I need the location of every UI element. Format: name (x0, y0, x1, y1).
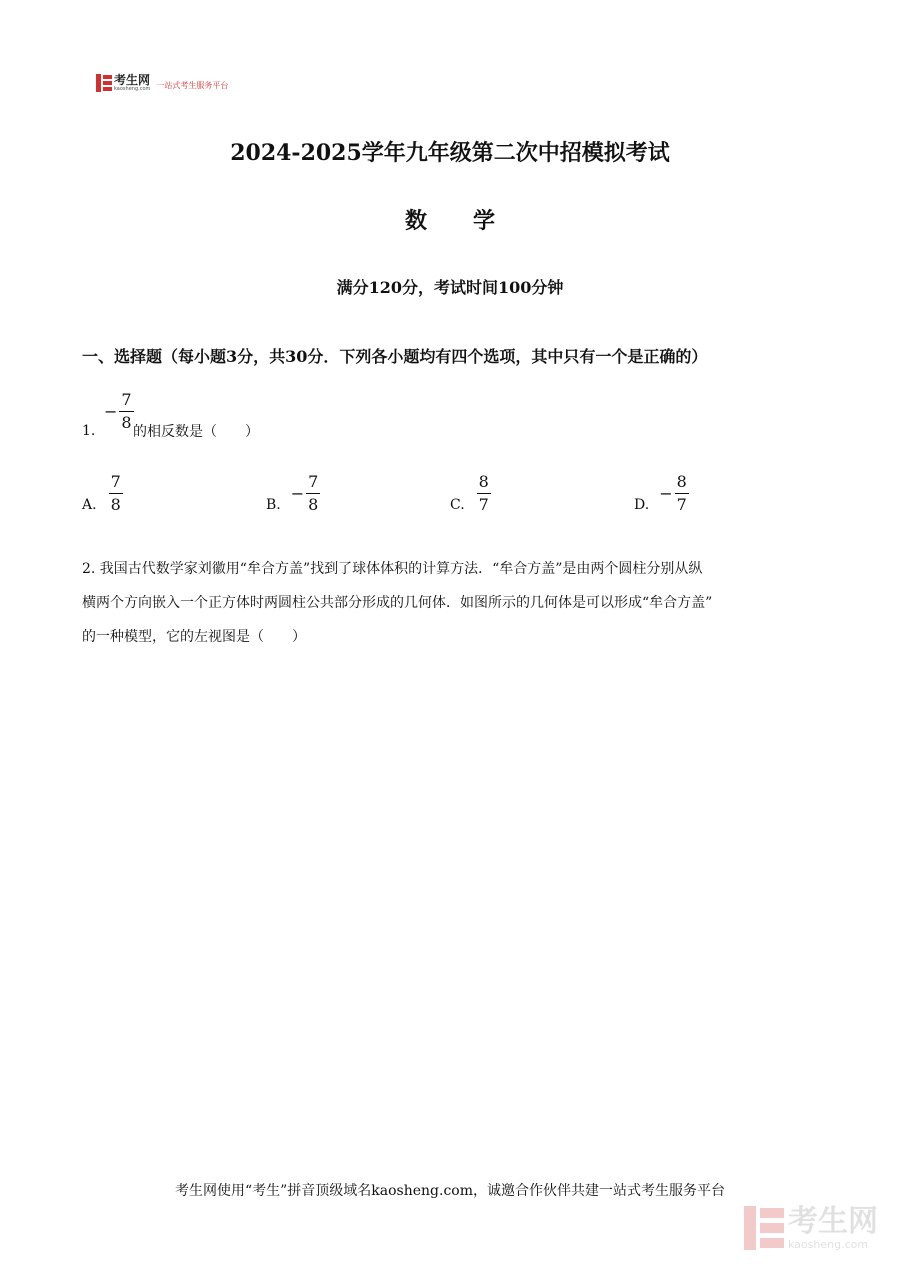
denominator: 7 (478, 495, 489, 514)
kaosheng-logo-icon (96, 74, 112, 92)
watermark-text (788, 1203, 878, 1251)
denominator: 8 (110, 495, 121, 514)
question-2-line: 的一种模型，它的左视图是（ ） (82, 629, 306, 645)
numerator: 8 (675, 474, 689, 494)
fraction (119, 392, 133, 431)
numerator: 7 (119, 392, 133, 412)
footer-text: 考生网使用“考生”拼音顶级域名kaosheng.com，诚邀合作伙伴共建一站式考生服务平台 (174, 1183, 726, 1199)
logo-domain: kaosheng.com (114, 86, 151, 92)
watermark-domain: kaosheng.com (788, 1237, 869, 1251)
denominator: 8 (121, 413, 132, 432)
fraction (109, 474, 123, 513)
logo-name: 考生网 (114, 73, 151, 87)
fraction (675, 474, 689, 513)
watermark-name: 考生网 (788, 1203, 878, 1239)
option-label: D. (634, 496, 650, 513)
numerator: 8 (477, 474, 491, 494)
denominator: 8 (308, 495, 319, 514)
header-logo (96, 72, 228, 94)
question-1-text: 的相反数是（ ） (133, 424, 259, 440)
kaosheng-watermark-icon (744, 1206, 784, 1250)
numerator: 7 (109, 474, 123, 494)
option-label: A. (82, 496, 97, 513)
fraction (306, 474, 320, 513)
fraction (477, 474, 491, 513)
minus-sign: − (104, 402, 118, 421)
section-heading: 一、选择题（每小题3分，共30分．下列各小题均有四个选项，其中只有一个是正确的） (82, 347, 708, 366)
watermark-logo (744, 1203, 878, 1251)
logo-slogan: 一站式考生服务平台 (156, 80, 229, 90)
question-2-line: 横两个方向嵌入一个正方体时两圆柱公共部分形成的几何体．如图所示的几何体是可以形成“牟合方盖” (82, 595, 713, 611)
option-label: B. (266, 496, 281, 513)
question-2-line: 2. 我国古代数学家刘徽用“牟合方盖”找到了球体体积的计算方法．“牟合方盖”是由两个圆柱分别从纵 (82, 561, 703, 577)
question-1-expression (104, 392, 134, 431)
option-a[interactable] (82, 474, 123, 513)
option-b[interactable] (266, 474, 320, 513)
option-sign: − (290, 484, 305, 503)
option-d[interactable] (634, 474, 689, 513)
subject-title: 数学 (404, 208, 541, 234)
logo-text (114, 74, 150, 92)
option-label: C. (450, 496, 465, 513)
exam-title: 2024-2025学年九年级第二次中招模拟考试 (230, 140, 670, 166)
question-2 (82, 552, 822, 654)
question-1-number: 1. (82, 423, 96, 439)
denominator: 7 (676, 495, 687, 514)
option-c[interactable] (450, 474, 491, 513)
option-sign: − (659, 484, 673, 503)
numerator: 7 (306, 474, 320, 494)
exam-info: 满分120分，考试时间100分钟 (336, 278, 564, 297)
